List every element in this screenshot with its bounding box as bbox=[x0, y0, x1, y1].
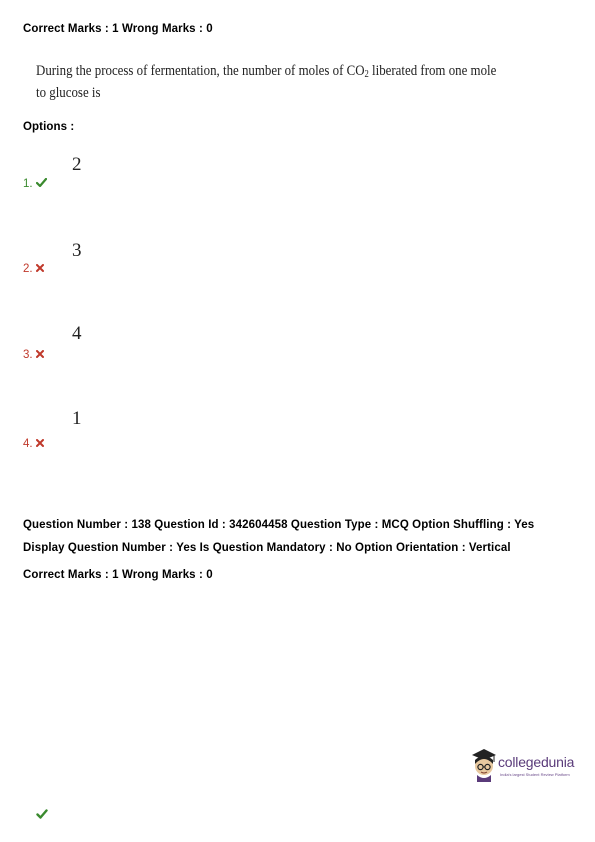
options-label: Options : bbox=[23, 121, 75, 133]
question-line-1: During the process of fermentation, the number of moles of $CO_2$ liberated from one mole bbox=[36, 63, 497, 80]
question-line-2: to glucose is bbox=[36, 85, 101, 101]
option-1-number: 1. bbox=[23, 178, 47, 190]
cross-icon bbox=[36, 438, 44, 450]
question-meta-line-2: Display Question Number : Yes Is Question Mandatory : No Option Orientation : Vertical bbox=[23, 542, 511, 554]
option-2-number: 2. bbox=[23, 263, 44, 275]
check-icon bbox=[36, 178, 47, 190]
option-1-value: 2 bbox=[72, 154, 82, 175]
question-text bbox=[36, 62, 496, 102]
logo-wordmark: collegedunia bbox=[498, 754, 575, 770]
option-3-number: 3. bbox=[23, 349, 44, 361]
graduate-mascot-icon bbox=[470, 748, 498, 787]
option-3-value: 4 bbox=[72, 323, 82, 344]
check-icon bbox=[36, 806, 48, 824]
option-2-value: 3 bbox=[72, 240, 82, 261]
question-meta-line-1: Question Number : 138 Question Id : 342604458 Question Type : MCQ Option Shuffling : Yes bbox=[23, 519, 535, 531]
correct-wrong-marks: Correct Marks : 1 Wrong Marks : 0 bbox=[23, 23, 213, 35]
option-4-number: 4. bbox=[23, 438, 44, 450]
logo-tagline: India's largest Student Review Platform bbox=[500, 772, 570, 777]
collegedunia-logo bbox=[470, 746, 580, 782]
cross-icon bbox=[36, 349, 44, 361]
cross-icon bbox=[36, 263, 44, 275]
option-4-value: 1 bbox=[72, 408, 82, 429]
question-meta-correct-marks: Correct Marks : 1 Wrong Marks : 0 bbox=[23, 569, 213, 581]
